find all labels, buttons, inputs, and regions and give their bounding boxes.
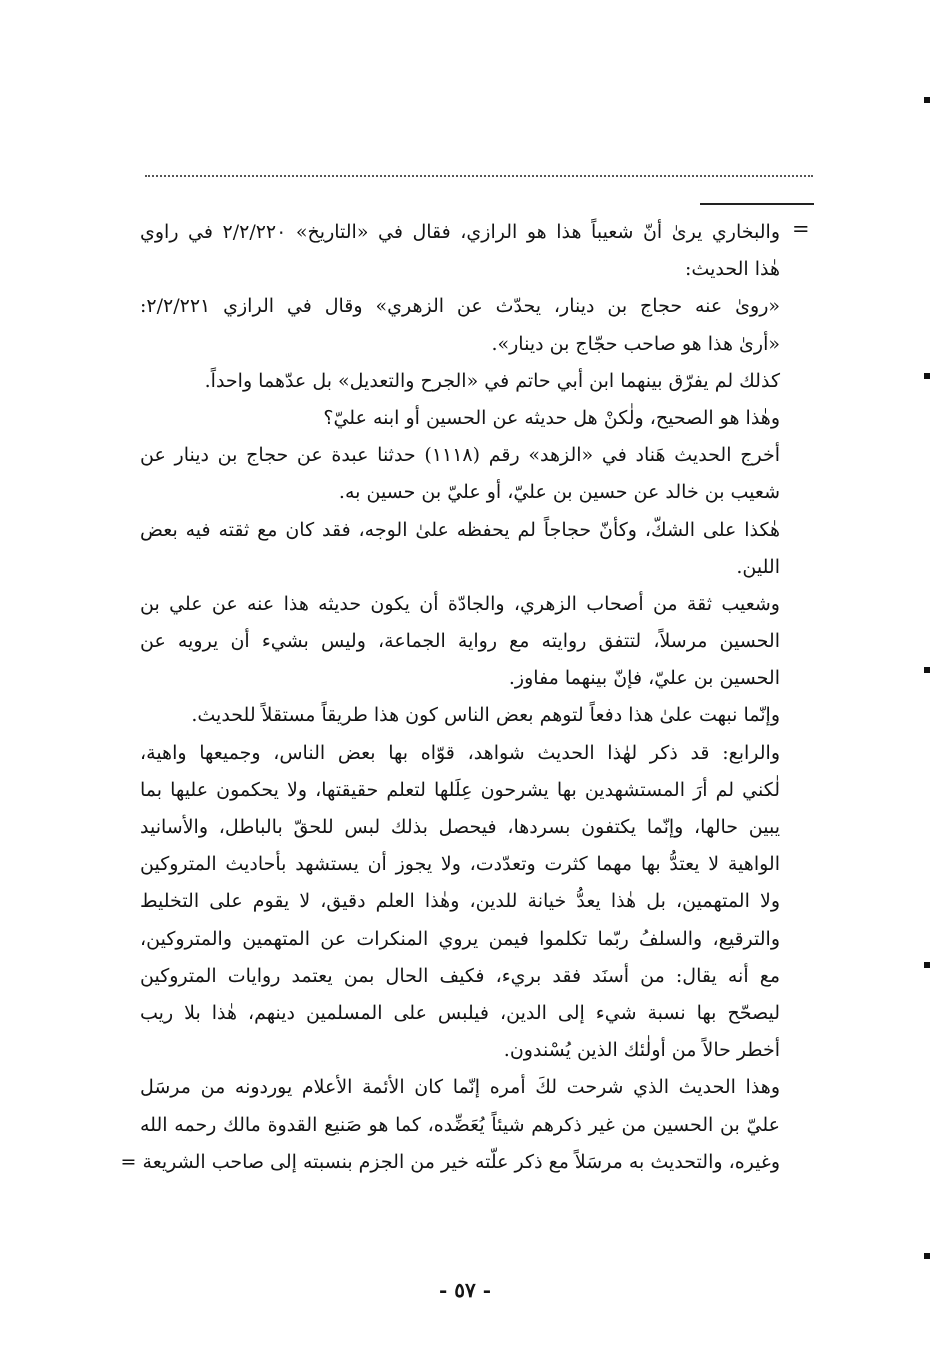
text-line: الواهية لا يعتدُّ بها مهما كثرت وتعدّدت، ولا يجوز أن يستشهد بأحاديث المتروكين bbox=[140, 853, 780, 876]
edge-mark-lower bbox=[924, 962, 930, 968]
text-line: والترقيع، والسلفُ ربّما تكلموا فيمن يروي المنكرات عن المتهمين والمتروكين، bbox=[140, 927, 780, 950]
text-line: أخرج الحديث هَناد في «الزهد» رقم (١١١٨) حدثنا عبدة عن حجاج بن دينار عن bbox=[140, 444, 780, 467]
top-dotted-separator bbox=[145, 175, 813, 177]
text-line: ليصحّح بها نسبة شيء إلى الدين، فيلبس على المسلمين دينهم، هٰذا بلا ريب bbox=[140, 1001, 780, 1024]
text-line: هٰكذا على الشكّ، وكأنّ حجاجاً لم يحفظه علىٰ الوجه، فقد كان مع ثقته فيه بعض bbox=[140, 518, 780, 541]
text-line: وإنّما نبهت علىٰ هذا دفعاً لتوهم بعض الناس كون هذا طريقاً مستقلاً للحديث. bbox=[191, 704, 780, 727]
page-number: - ٥٧ - bbox=[438, 1278, 491, 1302]
text-line: يبين حالها، وإنّما يكتفون بسردها، فيحصل بذلك لبس للحقّ بالباطل، والأسانيد bbox=[140, 816, 780, 838]
text-line: عليّ بن الحسين من غير ذكرهم شيئاً يُعَضِّده، كما هو صَنيع القدوة مالك رحمه الله bbox=[140, 1113, 780, 1136]
text-line: أخطر حالاً من أولٰئك الذين يُسْندون. bbox=[503, 1039, 780, 1062]
text-line: وشعيب ثقة من أصحاب الزهري، والجادّة أن يكون حديثه هذا عنه عن علي بن bbox=[140, 592, 780, 615]
text-line: وغيره، والتحديث به مرسَلاً مع ذكر علّته خير من الجزم بنسبته إلى صاحب الشريعة = bbox=[120, 1150, 780, 1173]
edge-mark-bottom bbox=[924, 1253, 930, 1259]
text-line: وهذا الحديث الذي شرحت لكَ أمره إنّما كان الأئمة الأعلام يوردونه من مرسَل bbox=[140, 1076, 780, 1099]
footnote-text bbox=[120, 214, 780, 1181]
text-line: «أرىٰ هذا هو صاحب حجّاج بن دينار». bbox=[491, 332, 780, 355]
edge-mark-top bbox=[924, 97, 930, 103]
text-line: كذلك لم يفرّق بينهما ابن أبي حاتم في «الجرح والتعديل» بل عدّهما واحداً. bbox=[204, 369, 780, 392]
edge-mark-upper bbox=[924, 373, 930, 379]
text-line: الحسين بن عليّ، فإنّ بينهما مفاوز. bbox=[508, 667, 780, 690]
text-line: «روىٰ عنه حجاج بن دينار، يحدّث عن الزهري» وقال في الرازي ٢/٢/٢٢١: bbox=[140, 295, 780, 318]
text-line: ولا المتهمين، بل هٰذا يعدُّ خيانة للدين، وهٰذا العلم دقيق، لا يقوم على التخليط bbox=[140, 890, 780, 913]
text-line: شعيب بن خالد عن حسين بن عليّ، أو عليّ بن حسين به. bbox=[338, 481, 780, 504]
text-line: والرابع: قد ذكر لهٰذا الحديث شواهد، قوّاه بها بعض الناس، وجميعها واهية، bbox=[140, 741, 780, 764]
text-line: وهٰذا هو الصحيح، ولٰكنْ هل حديثه عن الحسين أو ابنه عليّ؟ bbox=[323, 406, 780, 429]
text-line: والبخاري يرىٰ أنّ شعيباً هذا هو الرازي، فقال في «التاريخ» ٢/٢/٢٢٠ في راوي bbox=[140, 221, 780, 243]
text-line: اللين. bbox=[736, 555, 780, 578]
text-line: مع أنه يقال: من أسنَد فقد بريء، فكيف الحال بمن يعتمد روايات المتروكين bbox=[140, 964, 780, 987]
footnote-separator-rule bbox=[700, 203, 814, 205]
edge-mark-middle bbox=[924, 667, 930, 673]
text-line: هٰذا الحديث: bbox=[685, 258, 780, 281]
text-line: الحسين مرسلاً، لتتفق روايته مع رواية الجماعة، وليس بشيء أن يرويه عن bbox=[140, 630, 780, 653]
text-line: لٰكني لم أرَ المستشهدين بها يشرحون عِلَلها لتعلم حقيقتها، ولا يحكمون عليها بما bbox=[140, 778, 780, 801]
footnote-continuation-mark: = bbox=[792, 217, 810, 241]
